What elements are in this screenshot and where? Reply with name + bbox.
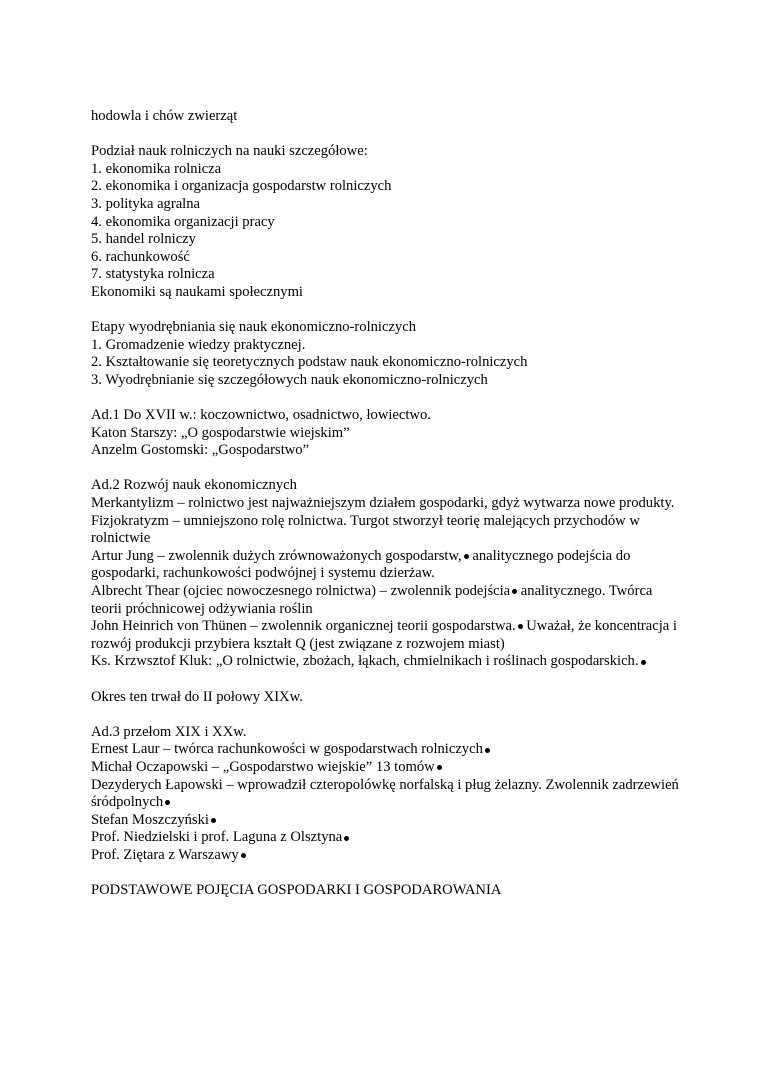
ad3-text: Michał Oczapowski – „Gospodarstwo wiejskie” 13 tomów (91, 758, 435, 775)
ad2-heading: Ad.2 Rozwój nauk ekonomicznych (91, 477, 297, 494)
section1-note: Ekonomiki są naukami społecznymi (91, 283, 303, 300)
list-item (91, 759, 681, 777)
ad1-line: Katon Starszy: „O gospodarstwie wiejskim” (91, 424, 350, 441)
ad1-heading: Ad.1 Do XVII w.: koczownictwo, osadnictwo, łowiectwo. (91, 407, 431, 424)
bullet-icon (641, 660, 646, 665)
ad2-paragraph: Merkantylizm – rolnictwo jest najważniejszym działem gospodarki, gdyż wytwarza nowe produkty. (91, 495, 675, 512)
ad2-paragraph (91, 653, 681, 671)
list-item: 2. ekonomika i organizacja gospodarstw rolniczych (91, 178, 392, 195)
ad3-text: Stefan Moszczyński (91, 811, 209, 828)
list-item (91, 847, 681, 865)
ad2-text: analitycznego podejścia do gospodarki, rachunkowości podwójnej i systemu dzierżaw. (91, 547, 631, 582)
ad3-text: Dezyderych Łapowski – wprowadził czteropolówkę norfalską i pług żelazny. Zwolennik zadrzewień śródpolnych (91, 776, 679, 811)
intro-line: hodowla i chów zwierząt (91, 108, 238, 124)
bullet-icon (485, 748, 490, 753)
ad3-heading: Ad.3 przełom XIX i XXw. (91, 723, 247, 740)
list-item: 7. statystyka rolnicza (91, 266, 215, 283)
blank-line (91, 460, 681, 478)
ad2-text: John Heinrich von Thünen – zwolennik organicznej teorii gospodarstwa. (91, 618, 516, 635)
ad2-text: analitycznego. Twórca teorii próchnicowej odżywiania roślin (91, 583, 653, 617)
ad3-text: Prof. Ziętara z Warszawy (91, 846, 239, 863)
blank-line (91, 865, 681, 883)
bullet-icon (241, 853, 246, 858)
list-item (91, 829, 681, 847)
list-item (91, 777, 681, 812)
blank-line (91, 302, 681, 320)
blank-line (91, 671, 681, 689)
list-item: 6. rachunkowość (91, 248, 190, 265)
ad3-text: Prof. Niedzielski i prof. Laguna z Olsztyna (91, 829, 343, 846)
ad3-text: Ernest Laur – twórca rachunkowości w gospodarstwach rolniczych (91, 741, 483, 758)
period-line: Okres ten trwał do II połowy XIXw. (91, 688, 303, 705)
bullet-icon (437, 765, 442, 770)
list-item: 3. polityka agralna (91, 195, 201, 212)
ad1-line: Anzelm Gostomski: „Gospodarstwo” (91, 442, 310, 459)
section2-heading: Etapy wyodrębniania się nauk ekonomiczno-rolniczych (91, 319, 417, 336)
list-item (91, 812, 681, 830)
ad2-paragraph (91, 618, 681, 653)
bullet-icon (344, 836, 349, 841)
bullet-icon (211, 818, 216, 823)
ad2-text: Uważał, że koncentracja i rozwój produkcji przybiera kształt Q (jest związane z rozwojem miast) (91, 618, 677, 652)
bullet-icon (165, 800, 170, 805)
ad2-paragraph: Fizjokratyzm – umniejszono rolę rolnictwa. Turgot stworzył teorię malejących przychodów w rolnictwie (91, 512, 640, 547)
blank-line (91, 390, 681, 408)
ad2-paragraph (91, 548, 681, 583)
ad2-text: Albrecht Thear (ojciec nowoczesnego rolnictwa) – zwolennik podejścia (91, 583, 511, 600)
document-page (91, 108, 681, 900)
list-item: 4. ekonomika organizacji pracy (91, 213, 275, 230)
ad2-text: Ks. Krzwsztof Kluk: „O rolnictwie, zbożach, łąkach, chmielnikach i roślinach gospodarskich. (91, 653, 639, 670)
list-item: 1. ekonomika rolnicza (91, 160, 222, 177)
list-item: 5. handel rolniczy (91, 231, 196, 248)
final-heading: PODSTAWOWE POJĘCIA GOSPODARKI I GOSPODAROWANIA (91, 882, 502, 899)
section1-heading: Podział nauk rolniczych na nauki szczegółowe: (91, 143, 368, 160)
list-item: 1. Gromadzenie wiedzy praktycznej. (91, 336, 306, 353)
list-item: 2. Kształtowanie się teoretycznych podstaw nauk ekonomiczno-rolniczych (91, 354, 528, 371)
blank-line (91, 706, 681, 724)
ad2-paragraph (91, 583, 681, 618)
blank-line (91, 126, 681, 144)
list-item: 3. Wyodrębnianie się szczegółowych nauk ekonomiczno-rolniczych (91, 371, 488, 388)
ad2-text: Artur Jung – zwolennik dużych zrównoważonych gospodarstw, (91, 547, 462, 564)
list-item (91, 741, 681, 759)
